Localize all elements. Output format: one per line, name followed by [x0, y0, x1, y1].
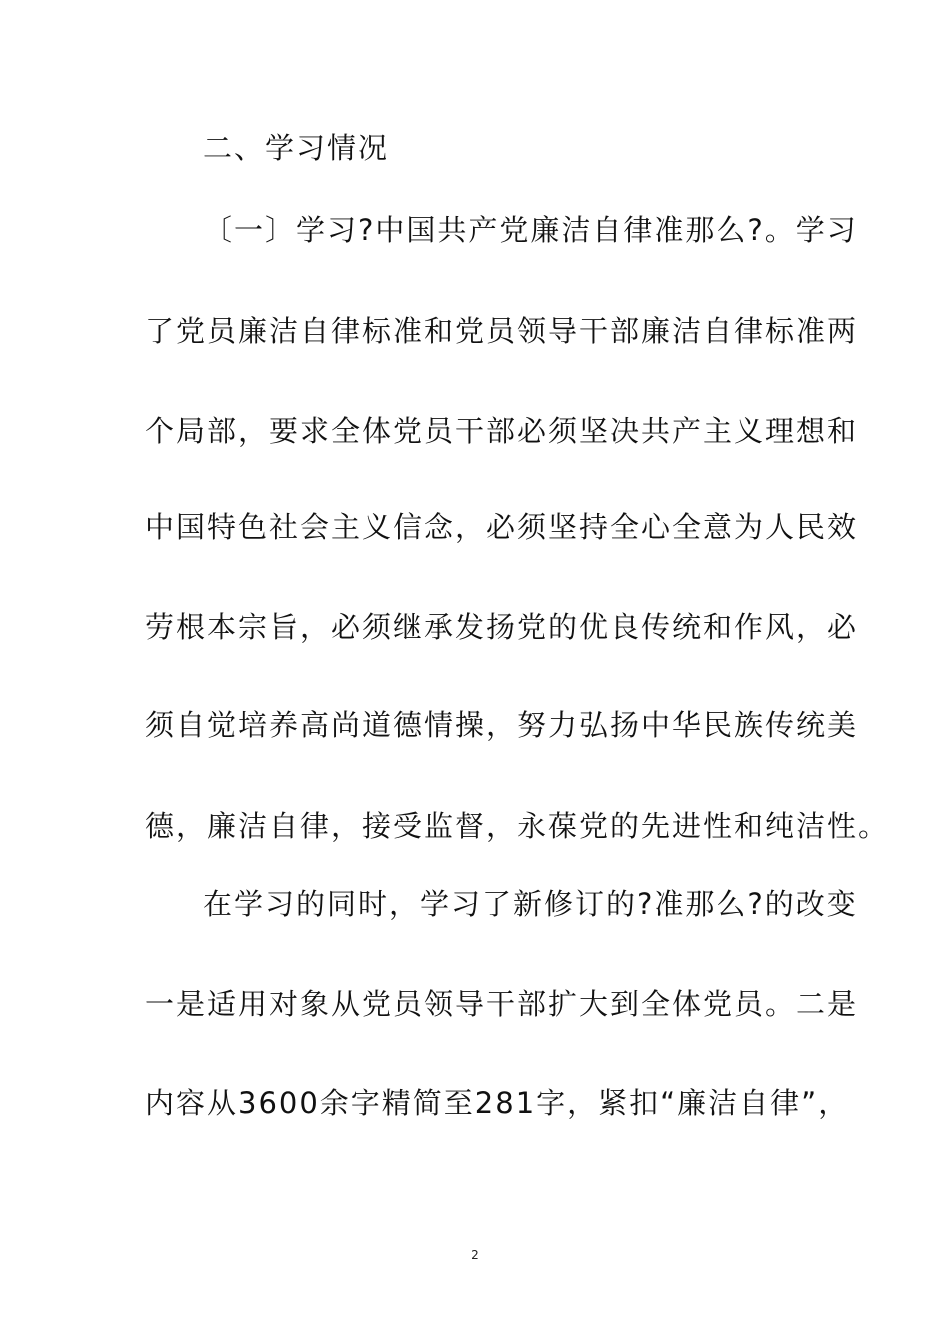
paragraph-line: 一是适用对象从党员领导干部扩大到全体党员。二是 — [145, 987, 859, 1021]
paragraph-line: 劳根本宗旨，必须继承发扬党的优良传统和作风，必 — [145, 610, 859, 644]
paragraph-line: 〔一〕学习?中国共产党廉洁自律准那么?。学习 — [203, 213, 858, 247]
paragraph-line: 须自觉培养高尚道德情操，努力弘扬中华民族传统美 — [145, 708, 859, 742]
paragraph-line: 个局部，要求全体党员干部必须坚决共产主义理想和 — [145, 414, 859, 448]
paragraph-line: 了党员廉洁自律标准和党员领导干部廉洁自律标准两 — [145, 314, 859, 348]
page-number: 2 — [471, 1248, 479, 1262]
paragraph-line: 内容从3600余字精简至281字，紧扣“廉洁自律”， — [145, 1086, 850, 1120]
paragraph-line: 德，廉洁自律，接受监督，永葆党的先进性和纯洁性。 — [145, 809, 890, 843]
section-heading: 二、学习情况 — [203, 131, 390, 165]
paragraph-line: 中国特色社会主义信念，必须坚持全心全意为人民效 — [145, 510, 859, 544]
paragraph-line: 在学习的同时，学习了新修订的?准那么?的改变 — [203, 887, 858, 921]
